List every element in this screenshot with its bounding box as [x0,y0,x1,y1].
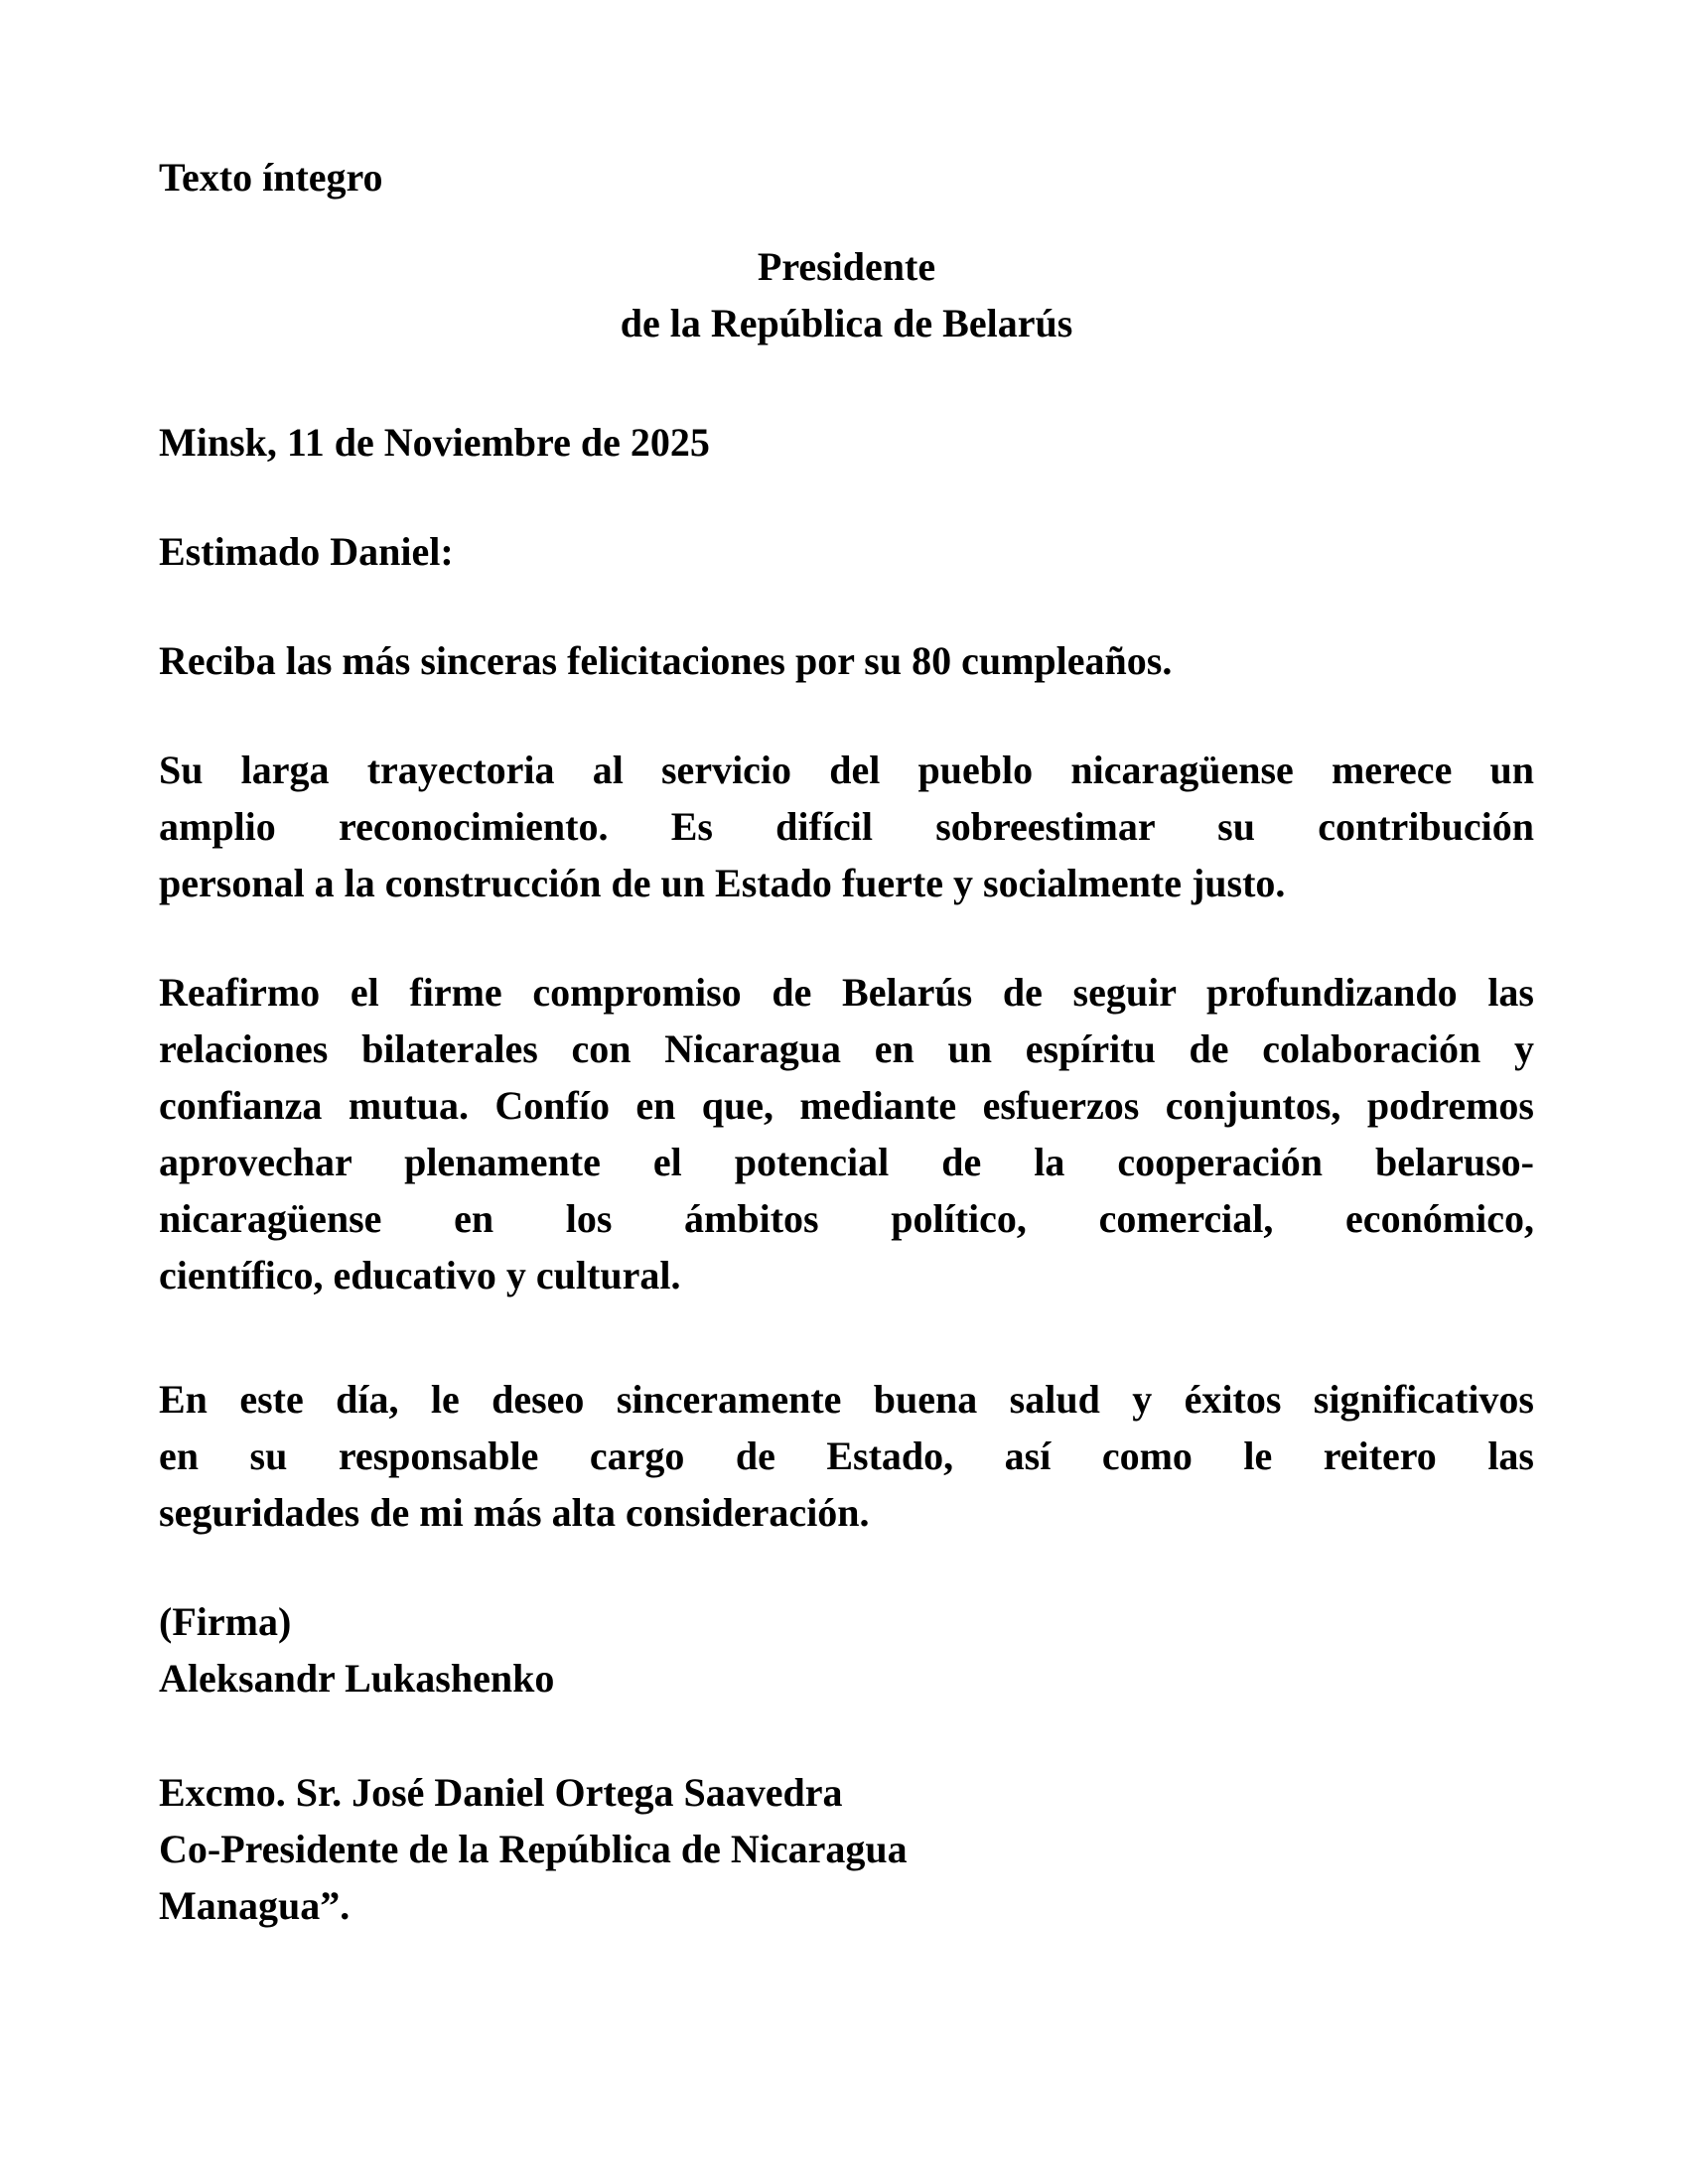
paragraph-line: confianza mutua. Confío en que, mediante esfuerzos conjuntos, podremos [159,1083,1534,1128]
paragraph-commitment [159,964,1534,1303]
letterhead-title: Presidente [757,244,936,289]
document-label: Texto íntegro [159,155,383,200]
paragraph-wishes [159,1371,1534,1541]
addressee-title: Co-Presidente de la República de Nicaragua [159,1827,908,1871]
paragraph-line: relaciones bilaterales con Nicaragua en un espíritu de colaboración y [159,1026,1534,1071]
paragraph-line: En este día, le deseo sinceramente buena salud y éxitos significativos [159,1377,1534,1422]
letterhead-subtitle: de la República de Belarús [620,301,1073,345]
paragraph-line: seguridades de mi más alta consideración. [159,1490,870,1535]
signature-placeholder: (Firma) [159,1599,292,1644]
addressee-block [159,1764,1534,1934]
paragraph-line: aprovechar plenamente el potencial de la cooperación belaruso- [159,1140,1534,1184]
salutation: Estimado Daniel: [159,529,454,574]
addressee-name: Excmo. Sr. José Daniel Ortega Saavedra [159,1770,843,1815]
signature-block [159,1593,1534,1706]
paragraph-line: Reciba las más sinceras felicitaciones por su 80 cumpleaños. [159,638,1173,683]
paragraph-line: en su responsable cargo de Estado, así como le reitero las [159,1433,1534,1478]
letterhead [159,238,1534,351]
paragraph-line: amplio reconocimiento. Es difícil sobreestimar su contribución [159,804,1534,849]
paragraph-trajectory [159,742,1534,911]
signature-name: Aleksandr Lukashenko [159,1656,555,1701]
paragraph-line: científico, educativo y cultural. [159,1253,681,1297]
paragraph-line: nicaragüense en los ámbitos político, comercial, económico, [159,1196,1534,1241]
paragraph-congratulations [159,632,1534,689]
paragraph-line: Reafirmo el firme compromiso de Belarús de seguir profundizando las [159,970,1534,1015]
dateline: Minsk, 11 de Noviembre de 2025 [159,420,710,465]
paragraph-line: personal a la construcción de un Estado fuerte y socialmente justo. [159,861,1286,905]
addressee-city: Managua”. [159,1883,351,1928]
paragraph-line: Su larga trayectoria al servicio del pueblo nicaragüense merece un [159,748,1534,792]
